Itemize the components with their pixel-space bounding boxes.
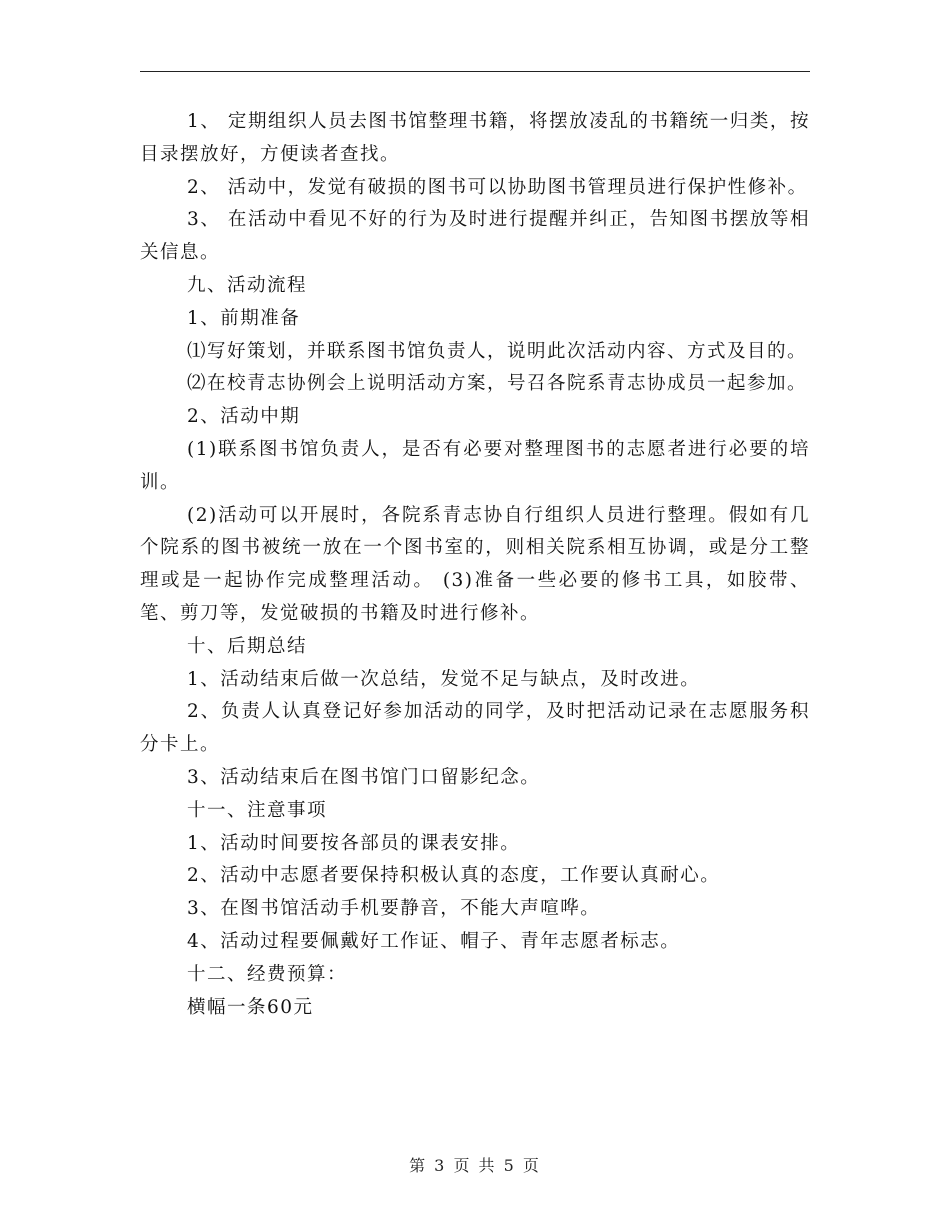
paragraph-mid-1: (1)联系图书馆负责人，是否有必要对整理图书的志愿者进行必要的培训。 [140,438,810,493]
paragraph-item-3: 3、 在活动中看见不好的行为及时进行提醒并纠正，告知图书摆放等相关信息。 [140,209,810,264]
paragraph-summary-1: 1、活动结束后做一次总结，发觉不足与缺点，及时改进。 [187,668,701,690]
paragraph-note-1: 1、活动时间要按各部员的课表安排。 [187,832,521,854]
subheading-midterm: 2、活动中期 [187,406,301,428]
subheading-preparation: 1、前期准备 [187,307,301,329]
paragraph-item-2: 2、 活动中，发觉有破损的图书可以协助图书管理员进行保护性修补。 [187,176,808,198]
paragraph-summary-2: 2、负责人认真登记好参加活动的同学，及时把活动记录在志愿服务积分卡上。 [140,701,810,756]
paragraph-prep-1: ⑴写好策划，并联系图书馆负责人，说明此次活动内容、方式及目的。 [187,340,808,362]
paragraph-summary-3: 3、活动结束后在图书馆门口留影纪念。 [187,766,541,788]
header-rule [140,71,810,72]
paragraph-item-1: 1、 定期组织人员去图书馆整理书籍，将摆放凌乱的书籍统一归类，按目录摆放好，方便读者查找。 [140,111,810,165]
paragraph-mid-2: (2)活动可以开展时，各院系青志协自行组织人员进行整理。假如有几个院系的图书被统一放在一个图书室的，则相关院系相互协调，或是分工整理或是一起协作完成整理活动。 (3)准备一些必要的修书工具，如胶带、笔、剪刀等，发觉破损的书籍及时进行修补。 [140,504,810,624]
paragraph-note-4: 4、活动过程要佩戴好工作证、帽子、青年志愿者标志。 [187,930,681,952]
paragraph-budget-1: 横幅一条60元 [187,996,314,1018]
section-heading-notes: 十一、注意事项 [187,799,328,821]
page-footer [0,1153,950,1176]
section-heading-summary: 十、后期总结 [187,635,308,657]
paragraph-note-2: 2、活动中志愿者要保持积极认真的态度，工作要认真耐心。 [187,865,721,887]
paragraph-note-3: 3、在图书馆活动手机要静音，不能大声喧哗。 [187,898,601,920]
section-heading-process: 九、活动流程 [187,274,308,296]
page-number-label: 第 3 页 共 5 页 [409,1156,541,1175]
section-heading-budget: 十二、经费预算： [187,963,348,985]
document-body [140,106,810,1024]
paragraph-prep-2: ⑵在校青志协例会上说明活动方案，号召各院系青志协成员一起参加。 [187,373,808,395]
